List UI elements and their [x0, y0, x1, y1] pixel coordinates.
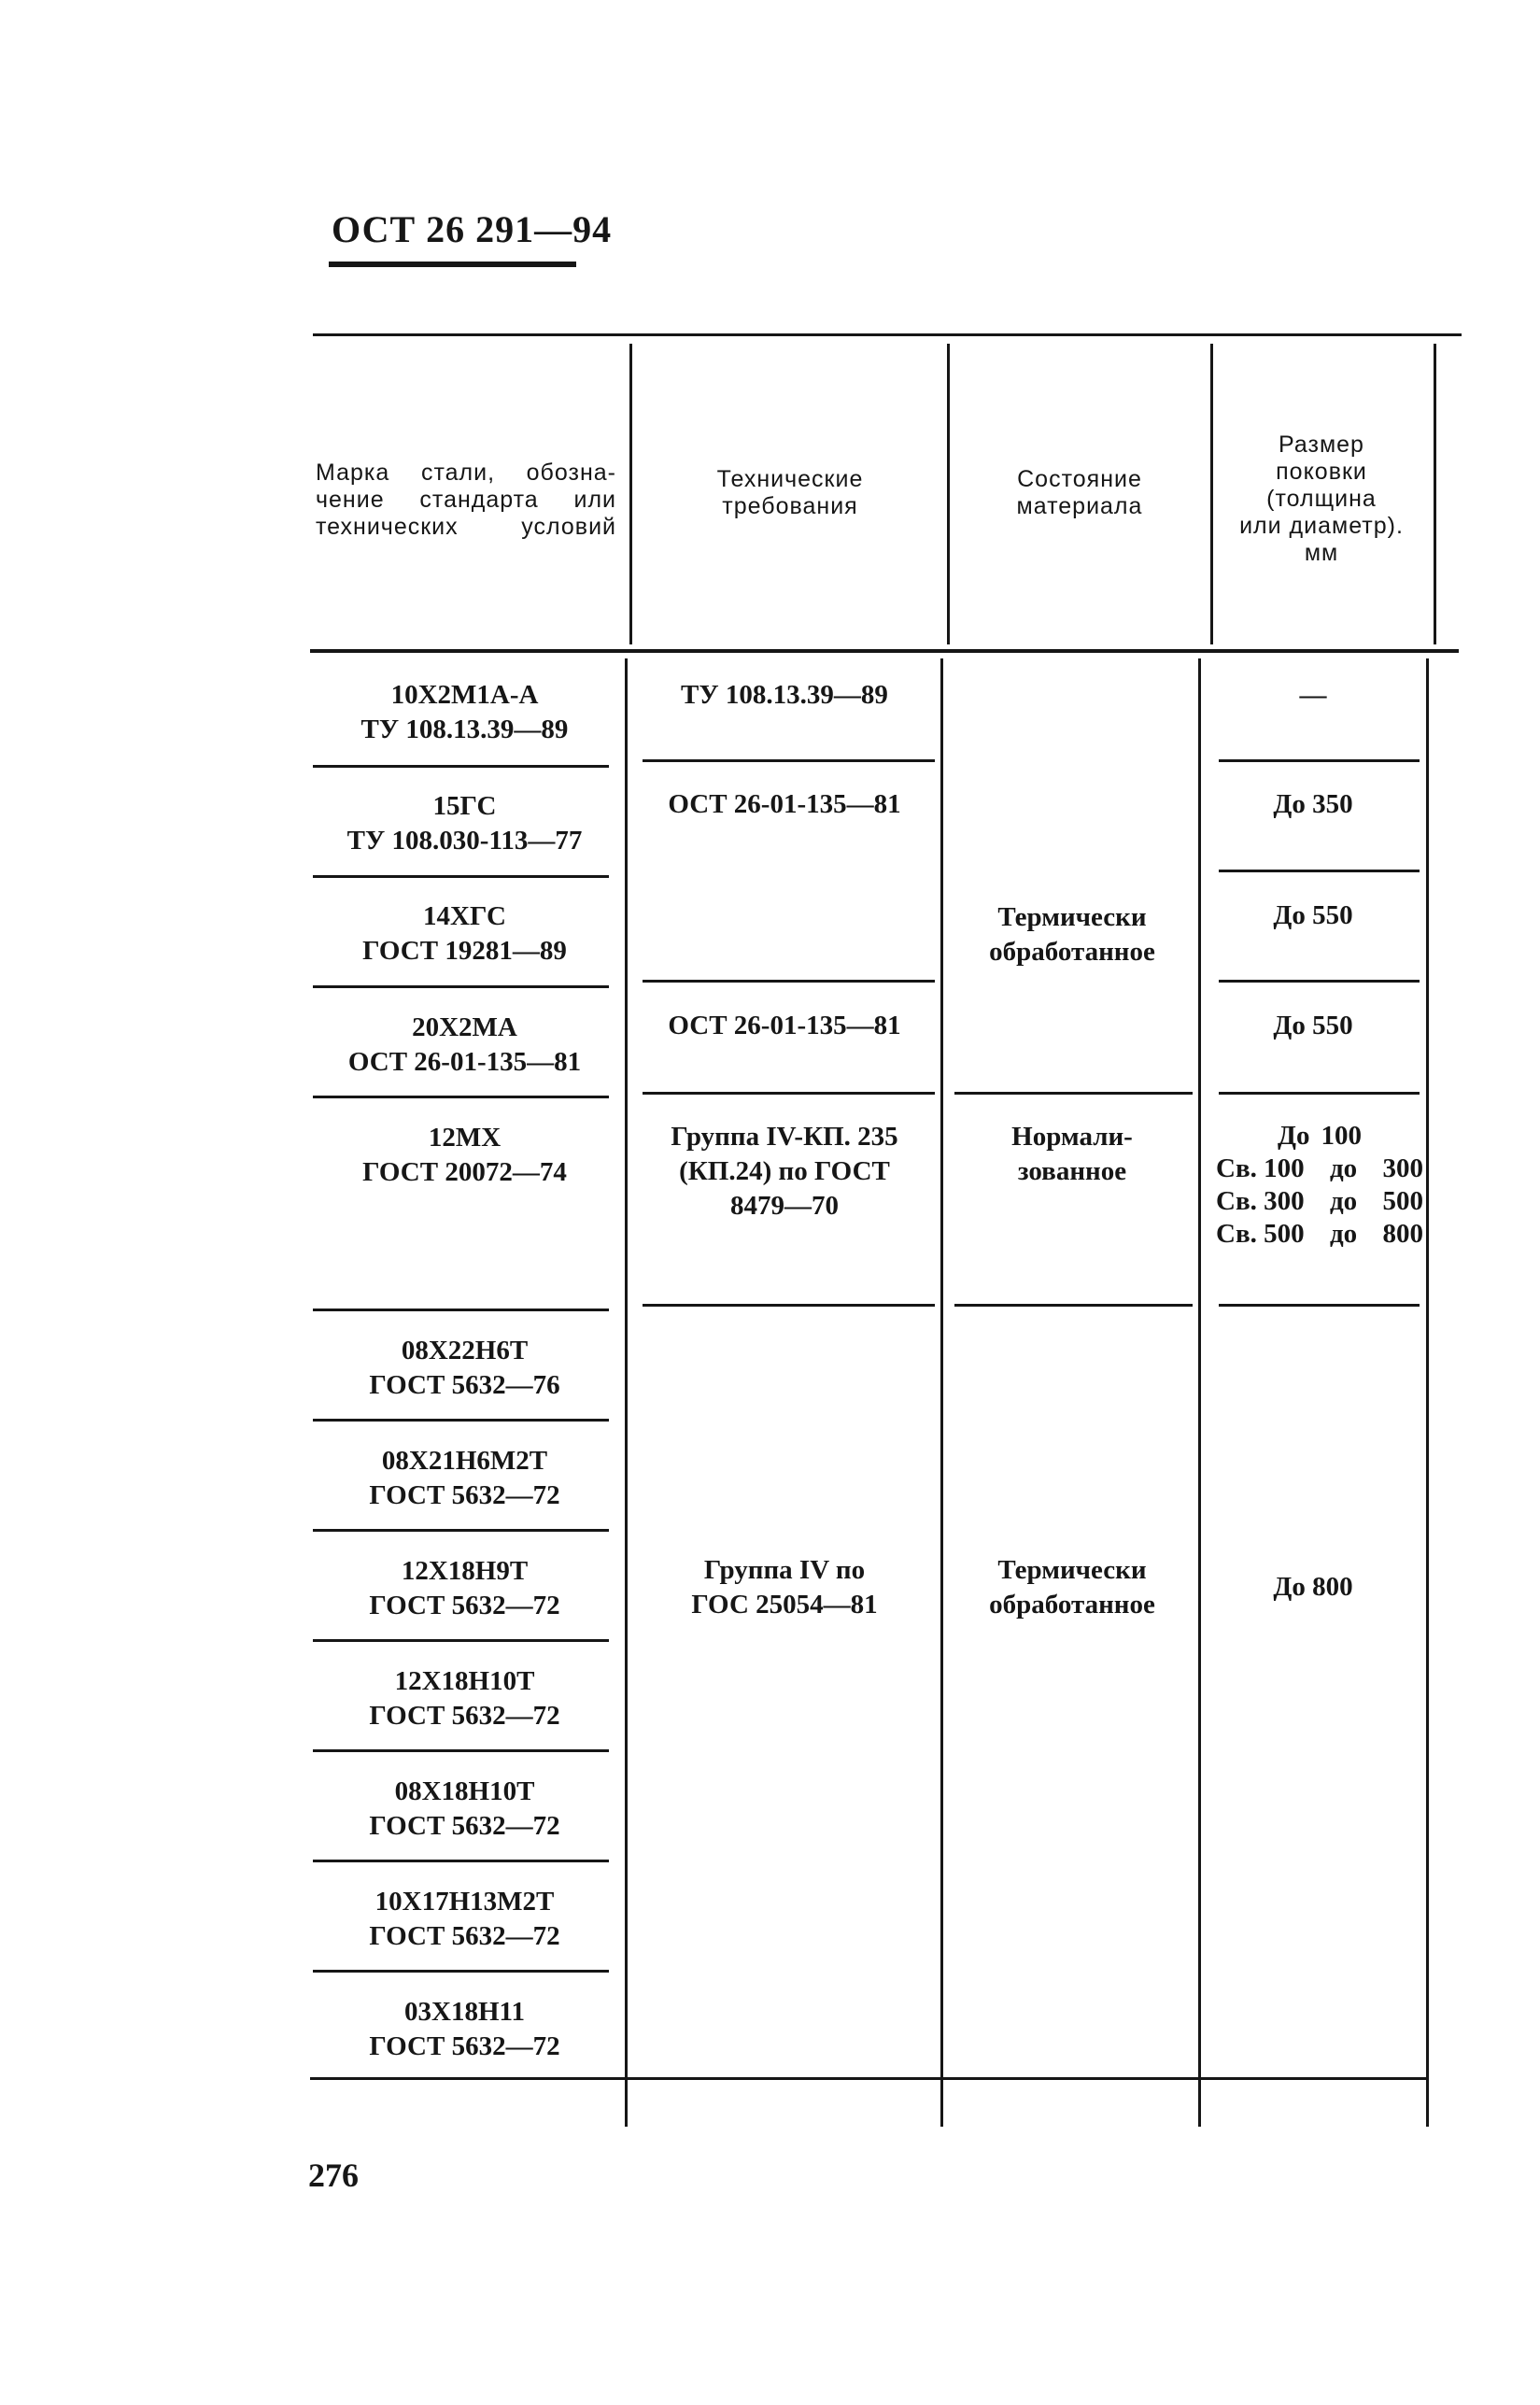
steel-grade: 08Х18Н10Т [394, 1776, 535, 1806]
grade-standard: ГОСТ 5632—72 [369, 1811, 560, 1841]
row-divider [954, 1092, 1193, 1095]
column-divider [625, 658, 628, 2127]
grade-standard: ГОСТ 5632—72 [369, 1701, 560, 1731]
row-divider [643, 759, 935, 762]
row-divider [313, 1096, 609, 1098]
row-divider [313, 985, 609, 988]
header-bottom-rule [310, 649, 1459, 653]
size-cell: До 350 [1273, 789, 1353, 819]
column-divider [1210, 344, 1213, 644]
requirement-cell: ТУ 108.13.39—89 [681, 680, 888, 710]
grade-standard: ОСТ 26-01-135—81 [347, 1047, 582, 1077]
row-divider [1219, 1304, 1420, 1307]
size-range: До 100 [1278, 1121, 1362, 1151]
steel-grade: 12МХ [428, 1123, 502, 1153]
row-divider [313, 1639, 609, 1642]
document-code: ОСТ 26 291—94 [332, 208, 613, 250]
table-top-rule [313, 333, 1462, 336]
row-divider [313, 875, 609, 878]
header-underline [329, 262, 576, 267]
steel-grade: 10Х17Н13М2Т [374, 1887, 555, 1917]
table-row [313, 1775, 616, 1844]
size-ranges [1216, 1120, 1423, 1251]
table-row [313, 678, 616, 747]
size-cell: До 550 [1273, 1011, 1353, 1040]
table-row [313, 1334, 616, 1403]
header-grade: Марка стали, обозна- чение стандарта или технических условий [316, 460, 616, 540]
row-divider [1219, 759, 1420, 762]
table-row [313, 1121, 616, 1190]
row-divider [1219, 1092, 1420, 1095]
table-row [313, 1885, 616, 1954]
column-divider [1434, 344, 1436, 644]
steel-grade: 08Х21Н6М2Т [381, 1446, 548, 1476]
requirement-cell: ОСТ 26-01-135—81 [668, 1011, 901, 1040]
table-row [313, 1444, 616, 1513]
row-divider [643, 1304, 935, 1307]
grade-standard: ТУ 108.030-113—77 [346, 826, 583, 856]
grade-standard: ГОСТ 5632—72 [369, 1921, 560, 1951]
header-condition: Состояние материала [1016, 466, 1143, 519]
condition-cell: Термически обработанное [989, 1555, 1155, 1620]
column-divider [1198, 658, 1201, 2127]
steel-grade: 15ГС [432, 791, 497, 821]
header-size: Размер поковки (толщина или диаметр). мм [1239, 431, 1404, 566]
grade-standard: ТУ 108.13.39—89 [360, 714, 569, 744]
row-divider [313, 1749, 609, 1752]
table-row [313, 1554, 616, 1623]
row-divider [313, 765, 609, 768]
steel-grade: 10Х2М1А-А [390, 680, 539, 710]
steel-grade: 14ХГС [423, 901, 506, 931]
grade-standard: ГОСТ 5632—72 [369, 1591, 560, 1620]
steel-grade: 03Х18Н11 [404, 1997, 525, 2027]
condition-cell: Термически обработанное [989, 902, 1155, 967]
row-divider [1219, 980, 1420, 983]
requirement-cell: Группа IV-КП. 235 (КП.24) по ГОСТ 8479—70 [671, 1122, 898, 1221]
column-divider [947, 344, 950, 644]
condition-cell: Нормали- зованное [1011, 1122, 1133, 1186]
size-range: Св. 300 до 500 [1216, 1186, 1423, 1216]
grade-standard: ГОСТ 5632—72 [369, 2031, 560, 2061]
grade-standard: ГОСТ 5632—72 [369, 1480, 560, 1510]
table-bottom-rule [310, 2077, 1429, 2080]
size-cell: До 800 [1273, 1572, 1353, 1602]
table-row [313, 1664, 616, 1733]
header-requirements: Технические требования [716, 466, 864, 519]
row-divider [313, 1309, 609, 1311]
size-cell: — [1299, 680, 1327, 710]
table-row [313, 789, 616, 858]
column-divider [1426, 658, 1429, 2127]
steel-grade: 20Х2МА [412, 1012, 517, 1042]
steel-grade: 12Х18Н10Т [394, 1666, 535, 1696]
steel-grade: 12Х18Н9Т [401, 1556, 529, 1586]
row-divider [313, 1419, 609, 1422]
size-range: Св. 500 до 800 [1216, 1219, 1423, 1249]
row-divider [313, 1860, 609, 1862]
requirement-cell: ОСТ 26-01-135—81 [668, 789, 901, 819]
grade-standard: ГОСТ 19281—89 [362, 936, 567, 966]
grade-standard: ГОСТ 5632—76 [369, 1370, 560, 1400]
column-divider [940, 658, 943, 2127]
table-row [313, 899, 616, 969]
size-range: Св. 100 до 300 [1216, 1153, 1423, 1183]
row-divider [313, 1529, 609, 1532]
steel-grade: 08Х22Н6Т [401, 1336, 529, 1365]
size-cell: До 550 [1273, 900, 1353, 930]
row-divider [1219, 870, 1420, 872]
requirement-cell: Группа IV по ГОС 25054—81 [691, 1555, 878, 1620]
table-row [313, 1011, 616, 1080]
column-divider [629, 344, 632, 644]
table-row [313, 1995, 616, 2064]
page-number: 276 [308, 2157, 359, 2194]
grade-standard: ГОСТ 20072—74 [362, 1157, 567, 1187]
row-divider [313, 1970, 609, 1973]
row-divider [954, 1304, 1193, 1307]
row-divider [643, 1092, 935, 1095]
row-divider [643, 980, 935, 983]
